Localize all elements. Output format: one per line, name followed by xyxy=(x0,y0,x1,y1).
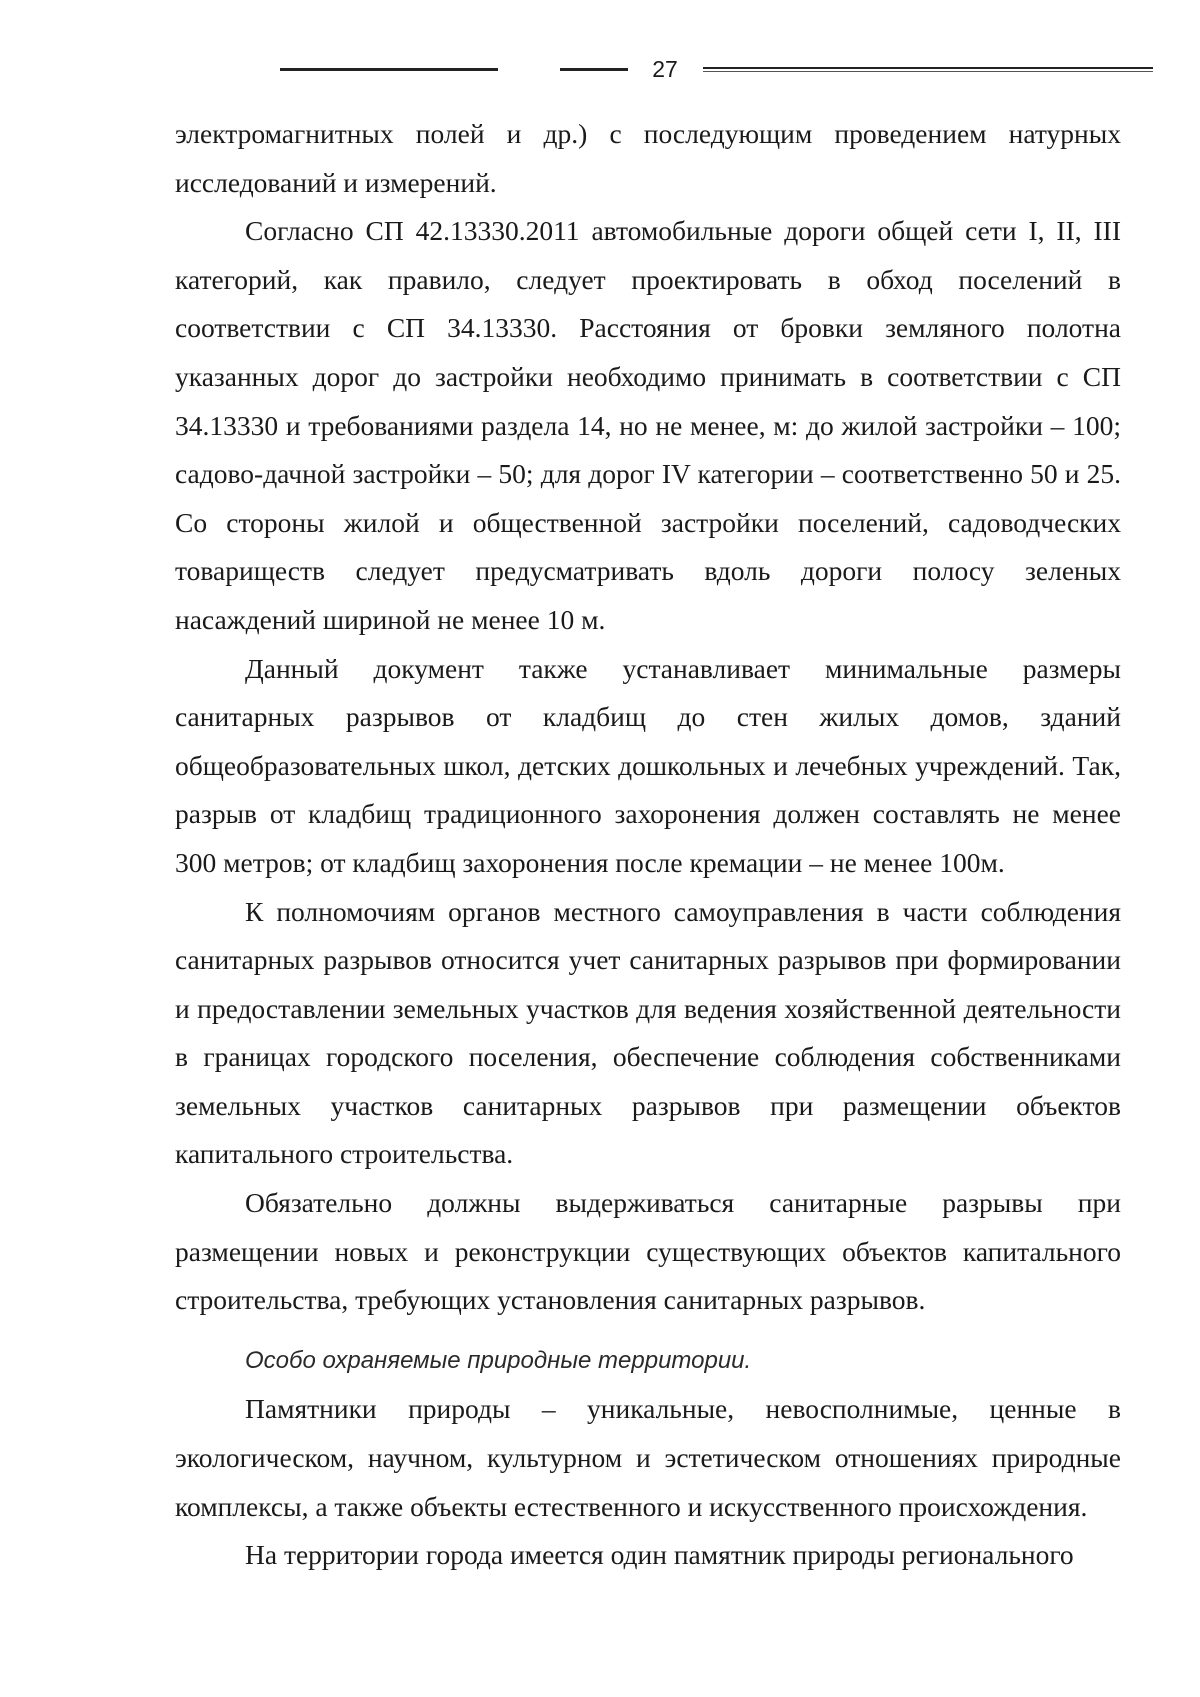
paragraph-sp-42: Согласно СП 42.13330.2011 автомобильные дороги общей сети I, II, III категорий, как правило, следует проектировать в обход поселений в соответствии с СП 34.13330. Расстояния от бровки земляного полотна указанных дорог до застройки необходимо принимать в соответствии с СП 34.13330 и требованиями раздела 14, но не менее, м: до жилой застройки – 100; садово-дачной застройки – 50; для дорог IV категории – соответственно 50 и 25. Со стороны жилой и общественной застройки поселений, садоводческих товариществ следует предусматривать вдоль дороги полосу зеленых насаждений шириной не менее 10 м. xyxy=(175,215,1121,635)
page-number: 27 xyxy=(652,56,678,82)
document-body xyxy=(175,110,1121,1580)
page-header xyxy=(0,52,1200,92)
header-rule-right-thin xyxy=(703,71,1153,72)
header-rule-right xyxy=(703,67,1153,69)
paragraph-cemetery-gaps: Данный документ также устанавливает минимальные размеры санитарных разрывов от кладбищ до стен жилых домов, зданий общеобразовательных школ, детских дошкольных и лечебных учреждений. Так, разрыв от кладбищ традиционного захоронения должен составлять не менее 300 метров; от кладбищ захоронения после кремации – не менее 100м. xyxy=(175,652,1121,878)
paragraph-local-authority: К полномочиям органов местного самоуправления в части соблюдения санитарных разрывов относится учет санитарных разрывов при формировании и предоставлении земельных участков для ведения хозяйственной деятельности в границах городского поселения, обеспечение соблюдения собственниками земельных участков санитарных разрывов при размещении объектов капитального строительства. xyxy=(175,895,1121,1170)
paragraph-continuation: электромагнитных полей и др.) с последующим проведением натурных исследований и измерений. xyxy=(175,118,1121,198)
header-rule-left xyxy=(280,68,498,71)
section-subheading: Особо охраняемые природные территории. xyxy=(245,1346,752,1374)
header-rule-middle xyxy=(560,68,628,71)
paragraph-nature-monuments: Памятники природы – уникальные, невосполнимые, ценные в экологическом, научном, культурном и эстетическом отношениях природные комплексы, а также объекты естественного и искусственного происхождения. xyxy=(175,1393,1121,1522)
paragraph-city-territory: На территории города имеется один памятник природы регионального xyxy=(245,1539,1074,1571)
paragraph-mandatory-gaps: Обязательно должны выдерживаться санитарные разрывы при размещении новых и реконструкции существующих объектов капитального строительства, требующих установления санитарных разрывов. xyxy=(175,1187,1121,1316)
